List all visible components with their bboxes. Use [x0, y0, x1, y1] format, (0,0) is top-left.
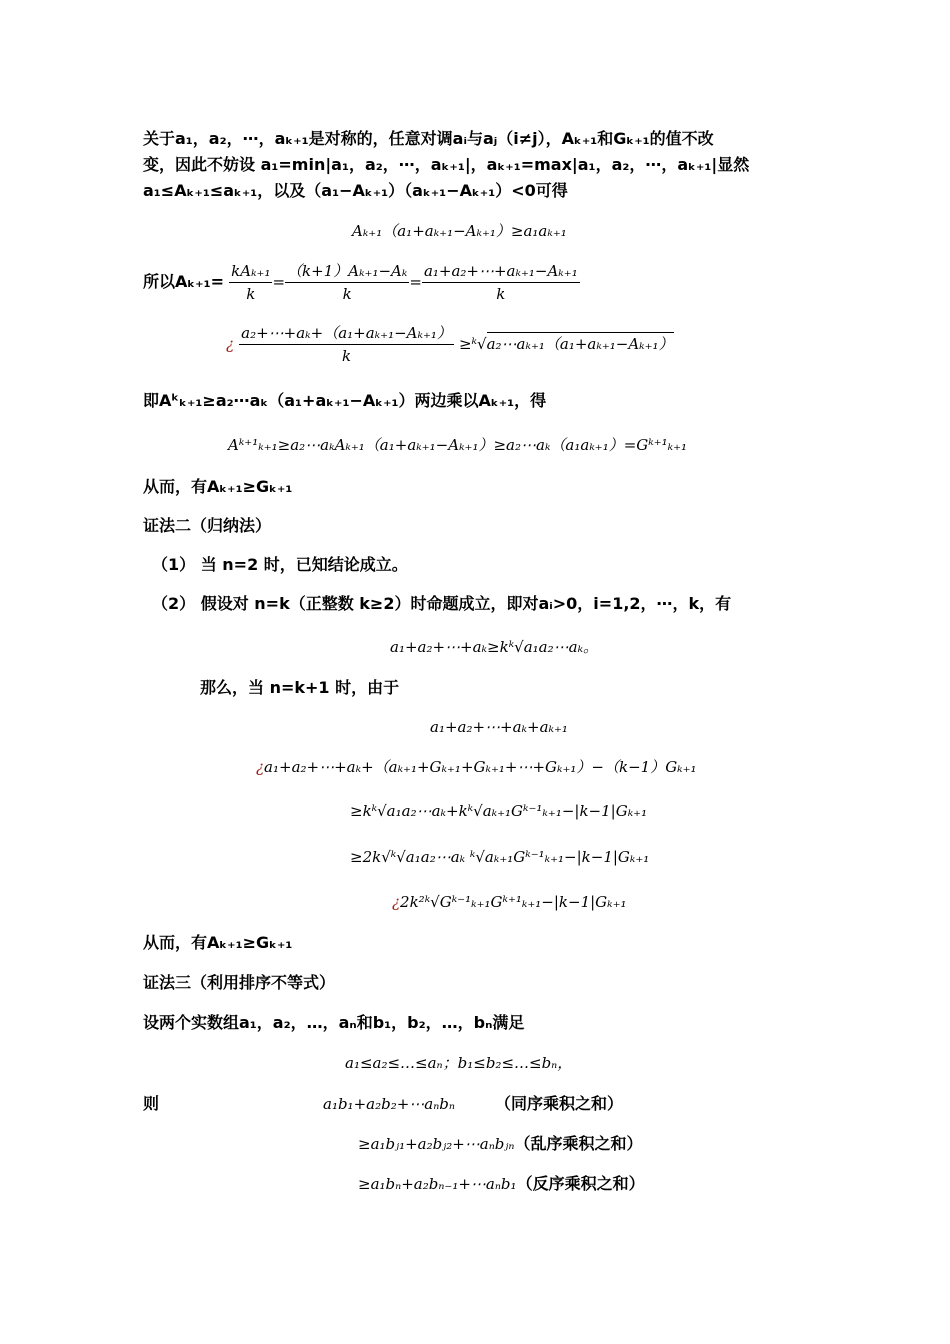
formula: Aᵏ⁺¹ₖ₊₁≥a₂⋯aₖAₖ₊₁（a₁+aₖ₊₁−Aₖ₊₁）≥a₂⋯aₖ（a₁aₖ₊₁）=Gᵏ⁺¹ₖ₊₁ — [228, 436, 688, 454]
section-heading: 证法三（利用排序不等式） — [143, 973, 336, 992]
text-line: a₁≤Aₖ₊₁≤aₖ₊₁，以及（a₁−Aₖ₊₁）（aₖ₊₁−Aₖ₊₁）<0可得 — [143, 181, 568, 200]
text-label: 所以Aₖ₊₁= — [143, 272, 225, 291]
fraction — [239, 322, 454, 367]
list-item: （2） 假设对 n=k（正整数 k≥2）时命题成立，即对aᵢ>0，i=1,2，⋯，k，有 — [152, 594, 732, 613]
formula-note: （同序乘积之和） — [495, 1094, 624, 1113]
formula: ≥2k√ᵏ√a₁a₂⋯aₖ ᵏ√aₖ₊₁Gᵏ⁻¹ₖ₊₁−|k−1|Gₖ₊₁ — [350, 848, 650, 866]
formula-line — [358, 1133, 642, 1155]
text-line: 设两个实数组a₁，a₂，…，aₙ和b₁，b₂，…，bₙ满足 — [143, 1013, 525, 1032]
fraction-numerator: （k+1）Aₖ₊₁−Aₖ — [285, 260, 409, 283]
fraction-numerator: a₂+⋯+aₖ+（a₁+aₖ₊₁−Aₖ₊₁） — [239, 322, 454, 345]
glyph-prefix: ¿ — [226, 335, 235, 353]
list-item: （1） 当 n=2 时，已知结论成立。 — [152, 555, 408, 574]
text-line: 变，因此不妨设 a₁=min|a₁，a₂，⋯，aₖ₊₁|，aₖ₊₁=max|a₁，a₂，⋯，aₖ₊₁|显然 — [143, 155, 750, 174]
fraction-denominator: k — [342, 285, 352, 303]
text-line: 关于a₁，a₂，⋯，aₖ₊₁是对称的，任意对调aᵢ与aⱼ（i≠j），Aₖ₊₁和Gₖ₊₁的值不改 — [143, 129, 714, 148]
formula-note: （乱序乘积之和） — [514, 1134, 643, 1153]
formula-body: a₁+a₂+⋯+aₖ+（aₖ₊₁+Gₖ₊₁+Gₖ₊₁+⋯+Gₖ₊₁）−（k−1）Gₖ₊₁ — [264, 758, 697, 776]
formula-line — [358, 1173, 645, 1195]
formula: a₁+a₂+⋯+aₖ≥kᵏ√a₁a₂⋯aₖ。 — [390, 638, 599, 656]
formula — [256, 756, 697, 778]
text-line: 从而，有Aₖ₊₁≥Gₖ₊₁ — [143, 933, 293, 952]
glyph-prefix: ¿ — [392, 893, 401, 911]
text-label: 则 — [143, 1094, 160, 1113]
fraction-numerator: a₁+a₂+⋯+aₖ₊₁−Aₖ₊₁ — [422, 260, 580, 283]
radicand: a₂⋯aₖ₊₁（a₁+aₖ₊₁−Aₖ₊₁） — [487, 332, 674, 355]
formula-fraction-line: 所以Aₖ₊₁= $\frac{\text{kAₖ₊₁}}{k}$ = $\frac{\text{（k+1）Aₖ₊₁−Aₖ}}{k}$ = $\frac{\text{a₁+a₂+⋯+aₖ₊₁−Aₖ₊₁}}{k}$ — [143, 262, 578, 303]
formula: a₁+a₂+⋯+aₖ+aₖ₊₁ — [430, 718, 568, 736]
formula: ≥a₁bⱼ₁+a₂bⱼ₂+⋯aₙbⱼₙ — [358, 1135, 515, 1153]
fraction — [285, 260, 409, 305]
fraction-denominator: k — [246, 285, 256, 303]
formula — [392, 891, 627, 913]
formula-note: （反序乘积之和） — [516, 1174, 645, 1193]
formula: a₁b₁+a₂b₂+⋯aₙbₙ — [323, 1095, 455, 1113]
text-line: 即Aᵏₖ₊₁≥a₂⋯aₖ（a₁+aₖ₊₁−Aₖ₊₁）两边乘以Aₖ₊₁，得 — [143, 391, 547, 410]
section-heading: 证法二（归纳法） — [143, 516, 272, 535]
fraction — [422, 260, 580, 305]
fraction-denominator: k — [496, 285, 506, 303]
radical-sign: ≥ᵏ√ — [458, 335, 487, 353]
glyph-prefix: ¿ — [256, 758, 265, 776]
formula-fraction-line — [226, 322, 674, 367]
formula: Aₖ₊₁（a₁+aₖ₊₁−Aₖ₊₁）≥a₁aₖ₊₁ — [352, 222, 567, 240]
text-line: 从而，有Aₖ₊₁≥Gₖ₊₁ — [143, 477, 293, 496]
formula: a₁≤a₂≤…≤aₙ；b₁≤b₂≤…≤bₙ， — [345, 1054, 573, 1072]
formula: ≥kᵏ√a₁a₂⋯aₖ+kᵏ√aₖ₊₁Gᵏ⁻¹ₖ₊₁−|k−1|Gₖ₊₁ — [350, 802, 648, 820]
formula: ≥a₁bₙ+a₂bₙ₋₁+⋯aₙb₁ — [358, 1175, 517, 1193]
text-line: 那么，当 n=k+1 时，由于 — [200, 678, 400, 697]
fraction-denominator: k — [341, 347, 352, 365]
fraction — [229, 260, 272, 305]
formula-body: 2k²ᵏ√Gᵏ⁻¹ₖ₊₁Gᵏ⁺¹ₖ₊₁−|k−1|Gₖ₊₁ — [400, 893, 627, 911]
fraction-numerator: kAₖ₊₁ — [229, 260, 272, 283]
